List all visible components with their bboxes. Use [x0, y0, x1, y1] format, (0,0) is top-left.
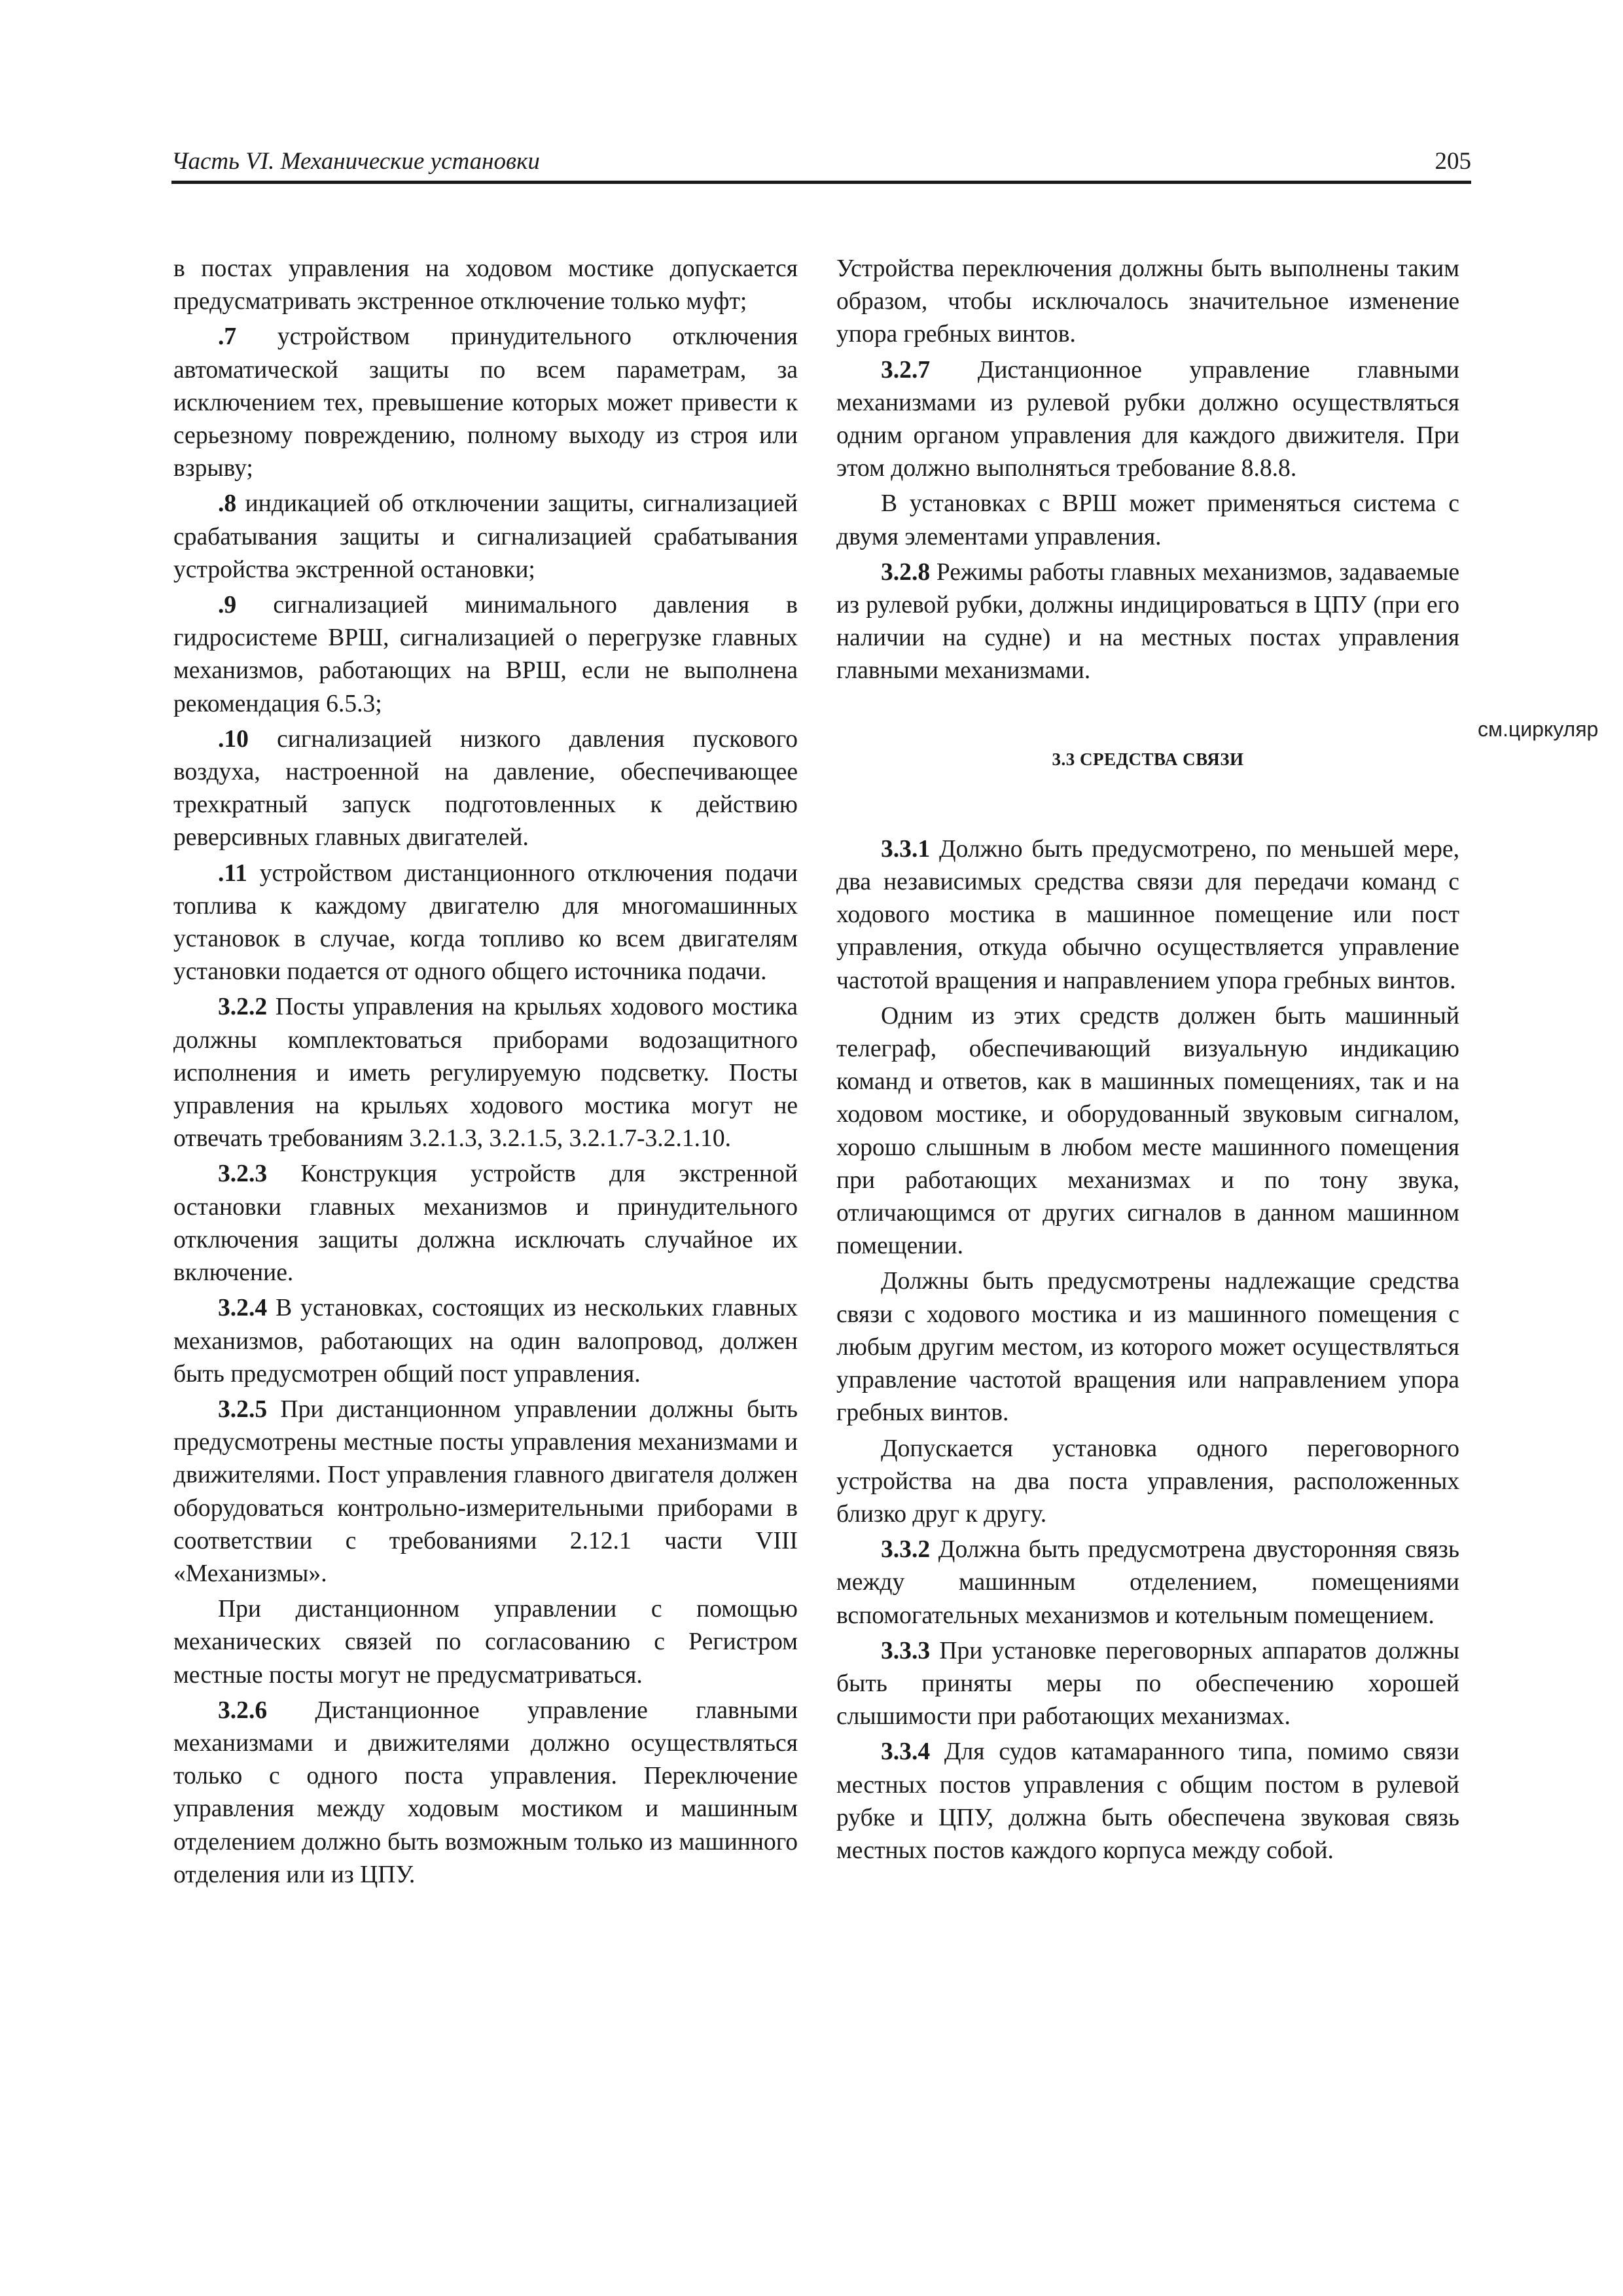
item-number: 3.3.1 [881, 835, 931, 863]
section-heading: 3.3 СРЕДСТВА СВЯЗИ [1052, 749, 1244, 769]
paragraph [173, 321, 798, 485]
paragraph-text: Дистанционное управление главными механизмами из рулевой рубки должно осуществляться одним органом управления для каждого движителя. При этом должно выполняться требование 8.8.8. [836, 356, 1459, 482]
paragraph-text: Должна быть предусмотрена двусторонняя связь между машинным отделением, помещениями вспомогательных механизмов и котельным помещением. [836, 1536, 1459, 1629]
paragraph-text: сигнализацией низкого давления пускового воздуха, настроенной на давление, обеспечивающее трехкратный запуск подготовленных к действию реверсивных главных двигателей. [173, 725, 798, 852]
paragraph [173, 589, 798, 721]
item-number: .7 [218, 323, 237, 351]
paragraph [836, 833, 1459, 997]
item-number: 3.3.3 [881, 1637, 931, 1664]
paragraph [173, 1695, 798, 1892]
paragraph [173, 1393, 798, 1590]
item-number: 3.2.3 [218, 1160, 268, 1188]
paragraph-text: устройством дистанционного отключения подачи топлива к каждому двигателю для многомашинных установок в случае, когда топливо ко всем двигателям установки подается от одного общего источника подачи. [173, 859, 798, 986]
item-number: .11 [218, 859, 247, 887]
paragraph [836, 488, 1459, 553]
left-column [173, 253, 798, 1894]
margin-note: см.циркуляр [1478, 717, 1599, 741]
paragraph [173, 1292, 798, 1391]
paragraph-text: Должно быть предусмотрено, по меньшей мере, два независимых средства связи для передачи команд с ходового мостика в машинное помещение или пост управления, откуда обычно осуществляется управление частотой вращения и направлением упора гребных винтов. [836, 835, 1459, 994]
item-number: 3.2.4 [218, 1295, 268, 1322]
paragraph-text: При дистанционном управлении с помощью механических связей по согласованию с Регистром местные посты могут не предусматриваться. [173, 1596, 798, 1689]
page-number: 205 [1435, 148, 1471, 175]
paragraph-text: индикацией об отключении защиты, сигнализацией срабатывания защиты и сигнализацией срабатывания устройства экстренной остановки; [173, 490, 798, 583]
paragraph-text: Режимы работы главных механизмов, задаваемые из рулевой рубки, должны индицироваться в ЦПУ (при его наличии на судне) и на местных постах управления главными механизмами. [836, 558, 1459, 685]
paragraph [836, 1635, 1459, 1734]
running-header [171, 140, 1471, 184]
paragraph-text: в постах управления на ходовом мостике допускается предусматривать экстренное отключение только муфт; [173, 255, 798, 315]
paragraph [836, 556, 1459, 688]
item-number: 3.2.8 [881, 558, 931, 586]
item-number: .9 [218, 592, 237, 619]
paragraph-text: Одним из этих средств должен быть машинный телеграф, обеспечивающий визуальную индикацию команд и ответов, как в машинных помещениях, так и на ходовом мостике, и оборудованный звуковым сигналом, хорошо слышным в любом месте машинного помещения при работающих механизмах и по тону звука, отличающимся от других сигналов в данном машинном помещении. [836, 1002, 1459, 1260]
paragraph-text: В установках с ВРШ может применяться система с двумя элементами управления. [836, 490, 1459, 550]
paragraph-text: В установках, состоящих из нескольких главных механизмов, работающих на один валопровод, должен быть предусмотрен общий пост управления. [173, 1295, 798, 1388]
paragraph-text: устройством принудительного отключения автоматической защиты по всем параметрам, за исключением тех, превышение которых может привести к серьезному повреждению, полному выходу из строя или взрыву; [173, 323, 798, 482]
paragraph [836, 1265, 1459, 1429]
paragraph [173, 253, 798, 318]
paragraph [173, 723, 798, 855]
paragraph-text: При дистанционном управлении должны быть предусмотрены местные посты управления механизмами и движителями. Пост управления главного двигателя должен оборудоваться контрольно-измерительными приборами в соответствии с требованиями 2.12.1 части VIII «Механизмы». [173, 1395, 798, 1587]
paragraph [836, 1534, 1459, 1632]
paragraph-text: При установке переговорных аппаратов должны быть приняты меры по обеспечению хорошей слышимости при работающих механизмах. [836, 1637, 1459, 1731]
paragraph [836, 354, 1459, 486]
item-number: 3.2.7 [881, 356, 931, 384]
paragraph-text: сигнализацией минимального давления в гидросистеме ВРШ, сигнализацией о перегрузке главных механизмов, работающих на ВРШ, если не выполнена рекомендация 6.5.3; [173, 592, 798, 717]
item-number: 3.2.2 [218, 994, 268, 1021]
item-number: 3.2.5 [218, 1395, 268, 1423]
item-number: 3.3.2 [881, 1536, 931, 1564]
paragraph [173, 488, 798, 586]
paragraph [836, 1000, 1459, 1263]
paragraph [173, 1158, 798, 1289]
paragraph-text: Допускается установка одного переговорного устройства на два поста управления, расположенных близко друг к другу. [836, 1435, 1459, 1528]
header-title: Часть VI. Механические установки [171, 148, 540, 175]
paragraph-text: Дистанционное управление главными механизмами и движителями должно осуществляться только с одного поста управления. Переключение управления между ходовым мостиком и машинным отделением должно быть возможным только из машинного отделения или из ЦПУ. [173, 1696, 798, 1888]
paragraph [173, 1593, 798, 1692]
paragraph-text: Должны быть предусмотрены надлежащие средства связи с ходового мостика и из машинного помещения с любым другим местом, из которого может осуществляться управление частотой вращения или направлением упора гребных винтов. [836, 1268, 1459, 1427]
paragraph-text: Посты управления на крыльях ходового мостика должны комплектоваться приборами водозащитного исполнения и иметь регулируемую подсветку. Посты управления на крыльях ходового мостика могут не отвечать требованиям 3.2.1.3, 3.2.1.5, 3.2.1.7-3.2.1.10. [173, 994, 798, 1153]
paragraph-text: Конструкция устройств для экстренной остановки главных механизмов и принудительного отключения защиты должна исключать случайное их включение. [173, 1160, 798, 1287]
paragraph [173, 857, 798, 989]
right-column [836, 253, 1459, 1870]
item-number: .8 [218, 490, 237, 518]
item-number: .10 [218, 725, 249, 753]
paragraph-text: Устройства переключения должны быть выполнены таким образом, чтобы исключалось значительное изменение упора гребных винтов. [836, 255, 1459, 348]
item-number: 3.3.4 [881, 1738, 931, 1766]
paragraph [836, 1736, 1459, 1867]
paragraph [836, 1433, 1459, 1532]
paragraph [173, 991, 798, 1155]
paragraph [836, 253, 1459, 351]
item-number: 3.2.6 [218, 1696, 268, 1724]
paragraph-text: Для судов катамаранного типа, помимо связи местных постов управления с общим постом в рулевой рубке и ЦПУ, должна быть обеспечена звуковая связь местных постов каждого корпуса между собой. [836, 1738, 1459, 1864]
